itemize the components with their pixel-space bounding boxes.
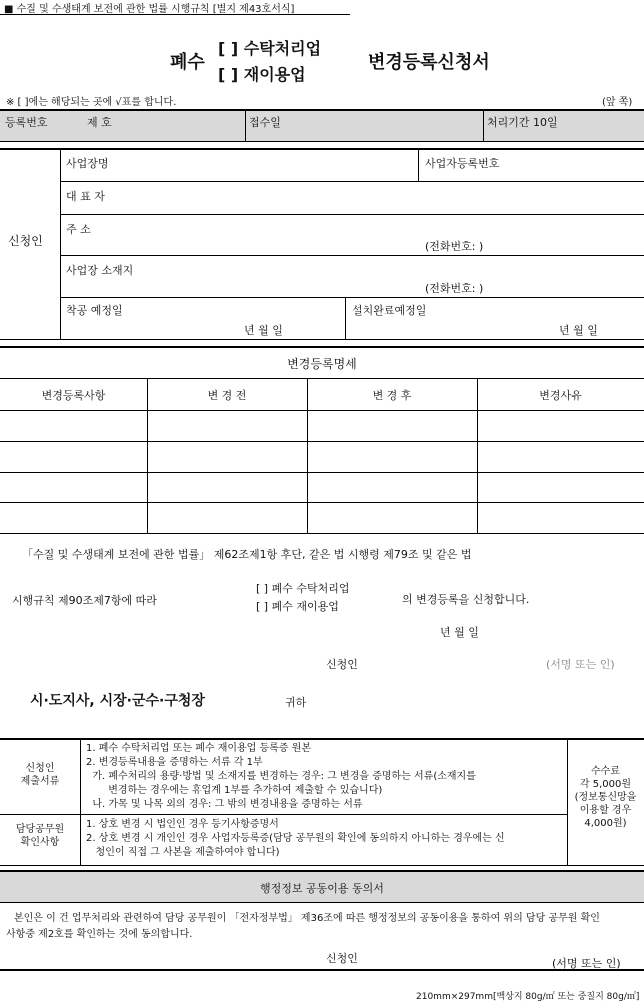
details-title: 변경등록명세 bbox=[287, 357, 357, 371]
complete-date-ymd[interactable]: 년 월 일 bbox=[559, 324, 598, 337]
business-name-field[interactable]: 사업장명 bbox=[66, 157, 109, 170]
site-location-field[interactable]: 사업장 소재지 bbox=[66, 264, 134, 277]
table-row[interactable] bbox=[0, 533, 644, 534]
statement-line3: 의 변경등록을 신청합니다. bbox=[402, 593, 530, 606]
submit-doc-2a: 가. 폐수처리의 용량·방법 및 소재지를 변경하는 경우: 그 변경을 증명하는 서류(소재지를 bbox=[86, 771, 476, 782]
reg-no-label: 등록번호 bbox=[5, 116, 48, 129]
receipt-date-label[interactable]: 접수일 bbox=[249, 116, 281, 129]
start-date-field[interactable]: 착공 예정일 bbox=[66, 304, 123, 317]
fee-info: 수수료 각 5,000원 (정보통신망을 이용할 경우 4,000원) bbox=[574, 766, 637, 829]
recipient-suffix: 귀하 bbox=[285, 696, 307, 709]
form-reference: ■ 수질 및 수생태계 보전에 관한 법률 시행규칙 [별지 제43호서식] bbox=[4, 4, 295, 15]
consent-sign[interactable]: (서명 또는 인) bbox=[552, 957, 621, 970]
official-item-1: 1. 상호 변경 시 법인인 경우 등기사항증명서 bbox=[86, 819, 279, 830]
start-date-ymd[interactable]: 년 월 일 bbox=[244, 324, 283, 337]
title-suffix: 변경등록신청서 bbox=[368, 52, 490, 73]
submit-doc-2a-cont: 변경하는 경우에는 휴업계 1부를 추가하여 제출할 수 있습니다) bbox=[86, 785, 383, 796]
business-reg-no-field[interactable]: 사업자등록번호 bbox=[425, 157, 500, 170]
site-phone-field[interactable]: (전화번호: ) bbox=[425, 282, 484, 295]
applicant-section-label: 신청인 bbox=[8, 234, 43, 248]
submit-docs-label: 신청인 제출서류 bbox=[20, 763, 60, 787]
submit-doc-1: 1. 폐수 수탁처리업 또는 폐수 재이용업 등록증 원본 bbox=[86, 743, 311, 754]
statement-line2: 시행규칙 제90조제7항에 따라 bbox=[12, 594, 157, 607]
statement-sign[interactable]: (서명 또는 인) bbox=[546, 658, 615, 671]
option-reuse-checkbox[interactable]: [ ] 폐수 재이용업 bbox=[256, 600, 339, 613]
reg-no-value[interactable]: 제 호 bbox=[87, 116, 112, 129]
address-field[interactable]: 주 소 bbox=[66, 223, 91, 236]
divider bbox=[0, 14, 350, 15]
consent-applicant-label: 신청인 bbox=[326, 952, 358, 965]
official-item-2-cont: 청인이 직접 그 사본을 제출하여야 합니다) bbox=[86, 847, 280, 858]
title-prefix: 폐수 bbox=[170, 52, 205, 73]
processing-period: 처리기간 10일 bbox=[487, 116, 558, 129]
submit-doc-2b: 나. 가목 및 나목 외의 경우: 그 밖의 변경내용을 증명하는 서류 bbox=[86, 799, 363, 810]
col-change-item: 변경등록사항 bbox=[41, 389, 106, 402]
submit-doc-2: 2. 변경등록내용을 증명하는 서류 각 1부 bbox=[86, 757, 263, 768]
table-row[interactable] bbox=[0, 441, 644, 442]
option-consignment-checkbox[interactable]: [ ] 폐수 수탁처리업 bbox=[256, 582, 350, 595]
representative-field[interactable]: 대 표 자 bbox=[66, 190, 105, 203]
statement-line1: 「수질 및 수생태계 보전에 관한 법률」 제62조제1항 후단, 같은 법 시행령 제79조 및 같은 법 bbox=[22, 548, 472, 561]
paper-spec-footer: 210mm×297mm[백상지 80g/㎡ 또는 중질지 80g/㎡] bbox=[416, 992, 640, 1002]
title-option-reuse[interactable]: [ ] 재이용업 bbox=[218, 65, 306, 84]
col-after: 변 경 후 bbox=[372, 389, 412, 402]
recipient-name: 시·도지사, 시장·군수·구청장 bbox=[30, 693, 205, 709]
phone-field[interactable]: (전화번호: ) bbox=[425, 240, 484, 253]
table-row[interactable] bbox=[0, 502, 644, 503]
title-option-consignment[interactable]: [ ] 수탁처리업 bbox=[218, 39, 322, 58]
instruction-text: ※ [ ]에는 해당되는 곳에 √표를 합니다. bbox=[6, 97, 177, 108]
consent-title: 행정정보 공동이용 동의서 bbox=[260, 882, 384, 895]
col-before: 변 경 전 bbox=[207, 389, 247, 402]
statement-applicant-label: 신청인 bbox=[326, 658, 358, 671]
consent-line1: 본인은 이 건 업무처리와 관련하여 담당 공무원이 「전자정부법」 제36조에 따른 행정정보의 공동이용을 통하여 위의 담당 공무원 확인 bbox=[14, 913, 600, 924]
page-side: (앞 쪽) bbox=[602, 97, 633, 108]
table-row[interactable] bbox=[0, 472, 644, 473]
complete-date-field[interactable]: 설치완료예정일 bbox=[352, 304, 427, 317]
statement-date[interactable]: 년 월 일 bbox=[440, 626, 479, 639]
consent-line2: 사항중 제2호를 확인하는 것에 동의합니다. bbox=[6, 929, 193, 940]
official-check-label: 담당공무원 확인사항 bbox=[15, 824, 65, 848]
official-item-2: 2. 상호 변경 시 개인인 경우 사업자등록증(담당 공무원의 확인에 동의하지 아니하는 경우에는 신 bbox=[86, 833, 505, 844]
col-reason: 변경사유 bbox=[539, 389, 582, 402]
